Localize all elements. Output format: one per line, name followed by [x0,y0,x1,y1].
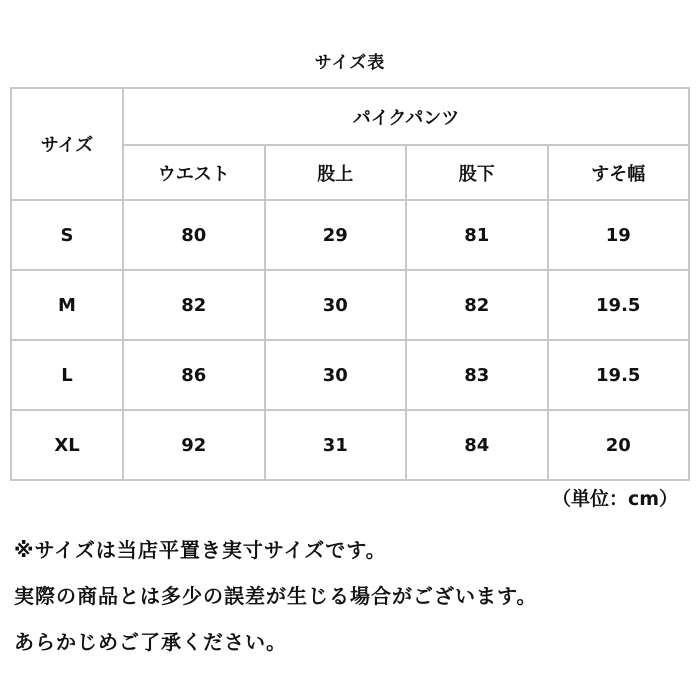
size-label: XL [11,410,123,480]
rise-value: 31 [265,410,407,480]
unit-note: （単位：cm） [551,488,678,510]
inseam-value: 84 [406,410,548,480]
product-name-header: パイクパンツ [123,88,689,145]
table-header-row [11,88,689,145]
rise-value: 30 [265,270,407,340]
inseam-value: 83 [406,340,548,410]
note-line: 実際の商品とは多少の誤差が生じる場合がございます。 [14,584,538,608]
size-table [10,87,690,481]
waist-header: ウエスト [123,145,265,200]
hem-width-header: すそ幅 [548,145,690,200]
waist-value: 86 [123,340,265,410]
size-column-header: サイズ [11,88,123,200]
size-label: M [11,270,123,340]
note-line: あらかじめご了承ください。 [14,630,287,654]
inseam-value: 81 [406,200,548,270]
inseam-value: 82 [406,270,548,340]
size-chart-title: サイズ表 [314,53,386,73]
inseam-header: 股下 [406,145,548,200]
table-row [11,340,689,410]
rise-value: 29 [265,200,407,270]
size-label: L [11,340,123,410]
rise-header: 股上 [265,145,407,200]
waist-value: 82 [123,270,265,340]
hem-width-value: 19.5 [548,340,690,410]
table-row [11,200,689,270]
size-label: S [11,200,123,270]
hem-width-value: 19 [548,200,690,270]
note-line: ※サイズは当店平置き実寸サイズです。 [14,538,387,562]
hem-width-value: 20 [548,410,690,480]
table-row [11,410,689,480]
hem-width-value: 19.5 [548,270,690,340]
waist-value: 92 [123,410,265,480]
rise-value: 30 [265,340,407,410]
waist-value: 80 [123,200,265,270]
table-row [11,270,689,340]
